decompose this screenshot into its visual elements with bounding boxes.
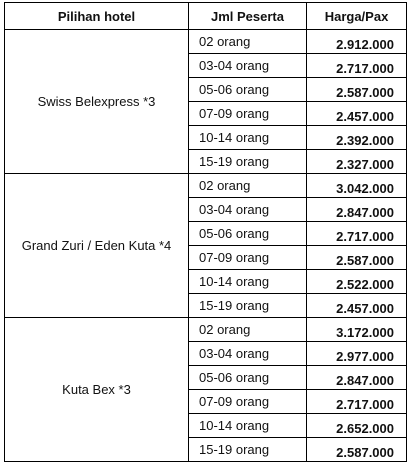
price-cell: 2.392.000 (307, 126, 407, 150)
price-cell: 2.522.000 (307, 270, 407, 294)
participants-cell: 10-14 orang (189, 414, 307, 438)
price-cell: 2.977.000 (307, 342, 407, 366)
price-cell: 2.327.000 (307, 150, 407, 174)
table-row (5, 30, 407, 54)
participants-cell: 10-14 orang (189, 270, 307, 294)
participants-cell: 07-09 orang (189, 246, 307, 270)
participants-cell: 10-14 orang (189, 126, 307, 150)
price-cell: 2.847.000 (307, 198, 407, 222)
participants-cell: 05-06 orang (189, 222, 307, 246)
participants-cell: 05-06 orang (189, 366, 307, 390)
hotel-name: Kuta Bex *3 (5, 318, 189, 462)
header-row (5, 3, 407, 30)
price-cell: 2.717.000 (307, 54, 407, 78)
participants-cell: 15-19 orang (189, 438, 307, 462)
table-row (5, 174, 407, 198)
table-header (5, 3, 407, 30)
price-cell: 2.587.000 (307, 78, 407, 102)
hotel-name: Grand Zuri / Eden Kuta *4 (5, 174, 189, 318)
table-row (5, 318, 407, 342)
price-cell: 2.717.000 (307, 390, 407, 414)
price-cell: 3.042.000 (307, 174, 407, 198)
participants-cell: 15-19 orang (189, 150, 307, 174)
price-cell: 2.457.000 (307, 102, 407, 126)
participants-cell: 02 orang (189, 30, 307, 54)
price-cell: 2.652.000 (307, 414, 407, 438)
participants-cell: 02 orang (189, 174, 307, 198)
price-cell: 2.717.000 (307, 222, 407, 246)
participants-cell: 07-09 orang (189, 102, 307, 126)
table-body (5, 30, 407, 462)
participants-cell: 03-04 orang (189, 54, 307, 78)
participants-cell: 07-09 orang (189, 390, 307, 414)
price-cell: 3.172.000 (307, 318, 407, 342)
participants-cell: 03-04 orang (189, 198, 307, 222)
header-hotel: Pilihan hotel (5, 3, 189, 30)
price-cell: 2.587.000 (307, 246, 407, 270)
price-cell: 2.587.000 (307, 438, 407, 462)
participants-cell: 02 orang (189, 318, 307, 342)
participants-cell: 15-19 orang (189, 294, 307, 318)
price-cell: 2.847.000 (307, 366, 407, 390)
price-cell: 2.912.000 (307, 30, 407, 54)
participants-cell: 05-06 orang (189, 78, 307, 102)
price-cell: 2.457.000 (307, 294, 407, 318)
participants-cell: 03-04 orang (189, 342, 307, 366)
header-participants: Jml Peserta (189, 3, 307, 30)
header-price: Harga/Pax (307, 3, 407, 30)
hotel-name: Swiss Belexpress *3 (5, 30, 189, 174)
hotel-price-table (4, 2, 407, 462)
